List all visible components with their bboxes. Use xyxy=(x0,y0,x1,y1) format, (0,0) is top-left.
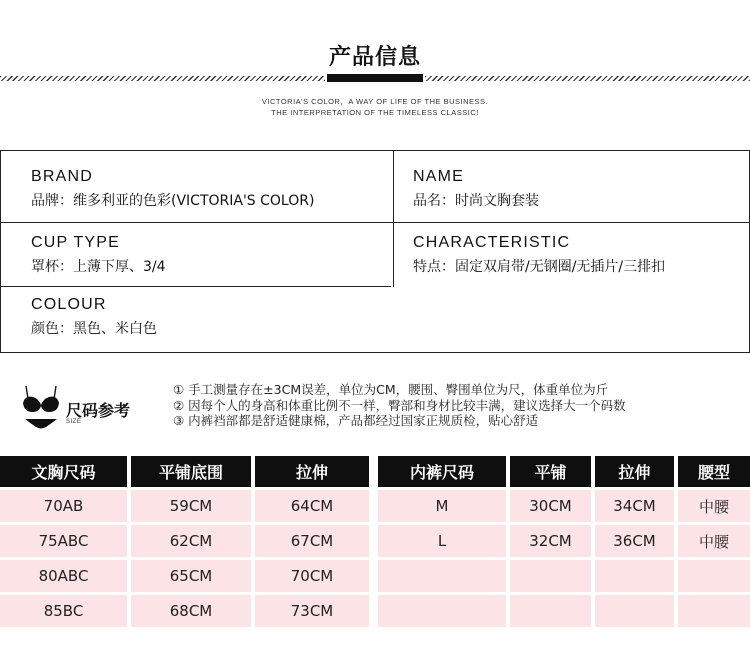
table-cell: 36CM xyxy=(593,524,676,559)
bra-size-table xyxy=(0,456,369,627)
size-note: ① 手工测量存在±3CM误差，单位为CM，腰围、臀围单位为尺，体重单位为斤 xyxy=(173,382,609,397)
column-header: 内裤尺码 xyxy=(378,456,508,489)
table-row xyxy=(0,594,369,628)
size-note: ② 因每个人的身高和体重比例不一样，臀部和身材比较丰满，建议选择大一个码数 xyxy=(173,397,626,413)
table-cell: 68CM xyxy=(129,594,253,628)
table-cell xyxy=(378,594,508,628)
table-cell xyxy=(593,594,676,628)
cup-type-label: CUP TYPE xyxy=(31,234,121,251)
characteristic-label: CHARACTERISTIC xyxy=(413,234,571,251)
slogan-line-1: VICTORIA'S COLOR，A WAY OF LIFE OF THE BUSINESS. xyxy=(261,97,489,106)
size-notes xyxy=(173,382,626,429)
table-cell xyxy=(508,559,593,594)
table-row xyxy=(378,524,750,559)
table-cell: 75ABC xyxy=(0,524,129,559)
table-cell: 85BC xyxy=(0,594,129,628)
brand-label: BRAND xyxy=(31,168,94,185)
table-cell: 67CM xyxy=(253,524,369,559)
size-reference-sub: SIZE xyxy=(66,419,82,425)
table-cell: 中腰 xyxy=(676,524,750,559)
table-cell: 80ABC xyxy=(0,559,129,594)
size-note: ③ 内裤裆部都是舒适健康棉，产品都经过国家正规质检，贴心舒适 xyxy=(173,413,539,428)
name-label: NAME xyxy=(413,168,465,185)
name-value: 品名：时尚文胸套装 xyxy=(413,193,539,209)
table-cell: 59CM xyxy=(129,489,253,524)
page-title: 产品信息 xyxy=(328,45,421,70)
table-cell: 64CM xyxy=(253,489,369,524)
table-cell xyxy=(593,559,676,594)
table-cell: 34CM xyxy=(593,489,676,524)
brand-value: 品牌：维多利亚的色彩(VICTORIA'S COLOR) xyxy=(31,193,315,209)
column-header: 拉伸 xyxy=(593,456,676,489)
table-cell xyxy=(508,594,593,628)
table-cell: L xyxy=(378,524,508,559)
title-underline xyxy=(327,74,423,82)
table-cell: 62CM xyxy=(129,524,253,559)
table-header-row xyxy=(378,456,750,489)
table-cell: 65CM xyxy=(129,559,253,594)
table-row xyxy=(0,524,369,559)
table-cell: 32CM xyxy=(508,524,593,559)
table-row xyxy=(0,489,369,524)
bra-and-panty-icon xyxy=(22,385,60,431)
product-info-table xyxy=(0,150,750,353)
column-header: 平铺 xyxy=(508,456,593,489)
cup-type-value: 罩杯：上薄下厚、3/4 xyxy=(31,259,166,275)
column-header: 拉伸 xyxy=(253,456,369,489)
table-cell: M xyxy=(378,489,508,524)
table-cell: 73CM xyxy=(253,594,369,628)
panty-size-table xyxy=(378,456,750,627)
table-cell: 中腰 xyxy=(676,489,750,524)
table-cell: 30CM xyxy=(508,489,593,524)
divider xyxy=(1,286,391,287)
size-reference-title: 尺码参考 xyxy=(66,401,131,420)
table-cell: 70CM xyxy=(253,559,369,594)
title-hatch-right xyxy=(425,76,750,81)
table-row xyxy=(378,559,750,594)
table-header-row xyxy=(0,456,369,489)
table-row xyxy=(0,559,369,594)
column-header: 文胸尺码 xyxy=(0,456,129,489)
colour-label: COLOUR xyxy=(31,296,107,313)
divider xyxy=(393,151,394,287)
table-row xyxy=(378,594,750,628)
table-cell xyxy=(676,594,750,628)
title-hatch-left xyxy=(0,76,325,81)
column-header: 腰型 xyxy=(676,456,750,489)
table-cell xyxy=(378,559,508,594)
table-cell: 70AB xyxy=(0,489,129,524)
slogan-line-2: THE INTERPRETATION OF THE TIMELESS CLASSIC! xyxy=(271,108,479,117)
divider xyxy=(1,222,749,223)
column-header: 平铺底围 xyxy=(129,456,253,489)
table-row xyxy=(378,489,750,524)
colour-value: 颜色：黑色、米白色 xyxy=(31,321,157,337)
characteristic-value: 特点：固定双肩带/无钢圈/无插片/三排扣 xyxy=(413,259,666,275)
table-cell xyxy=(676,559,750,594)
